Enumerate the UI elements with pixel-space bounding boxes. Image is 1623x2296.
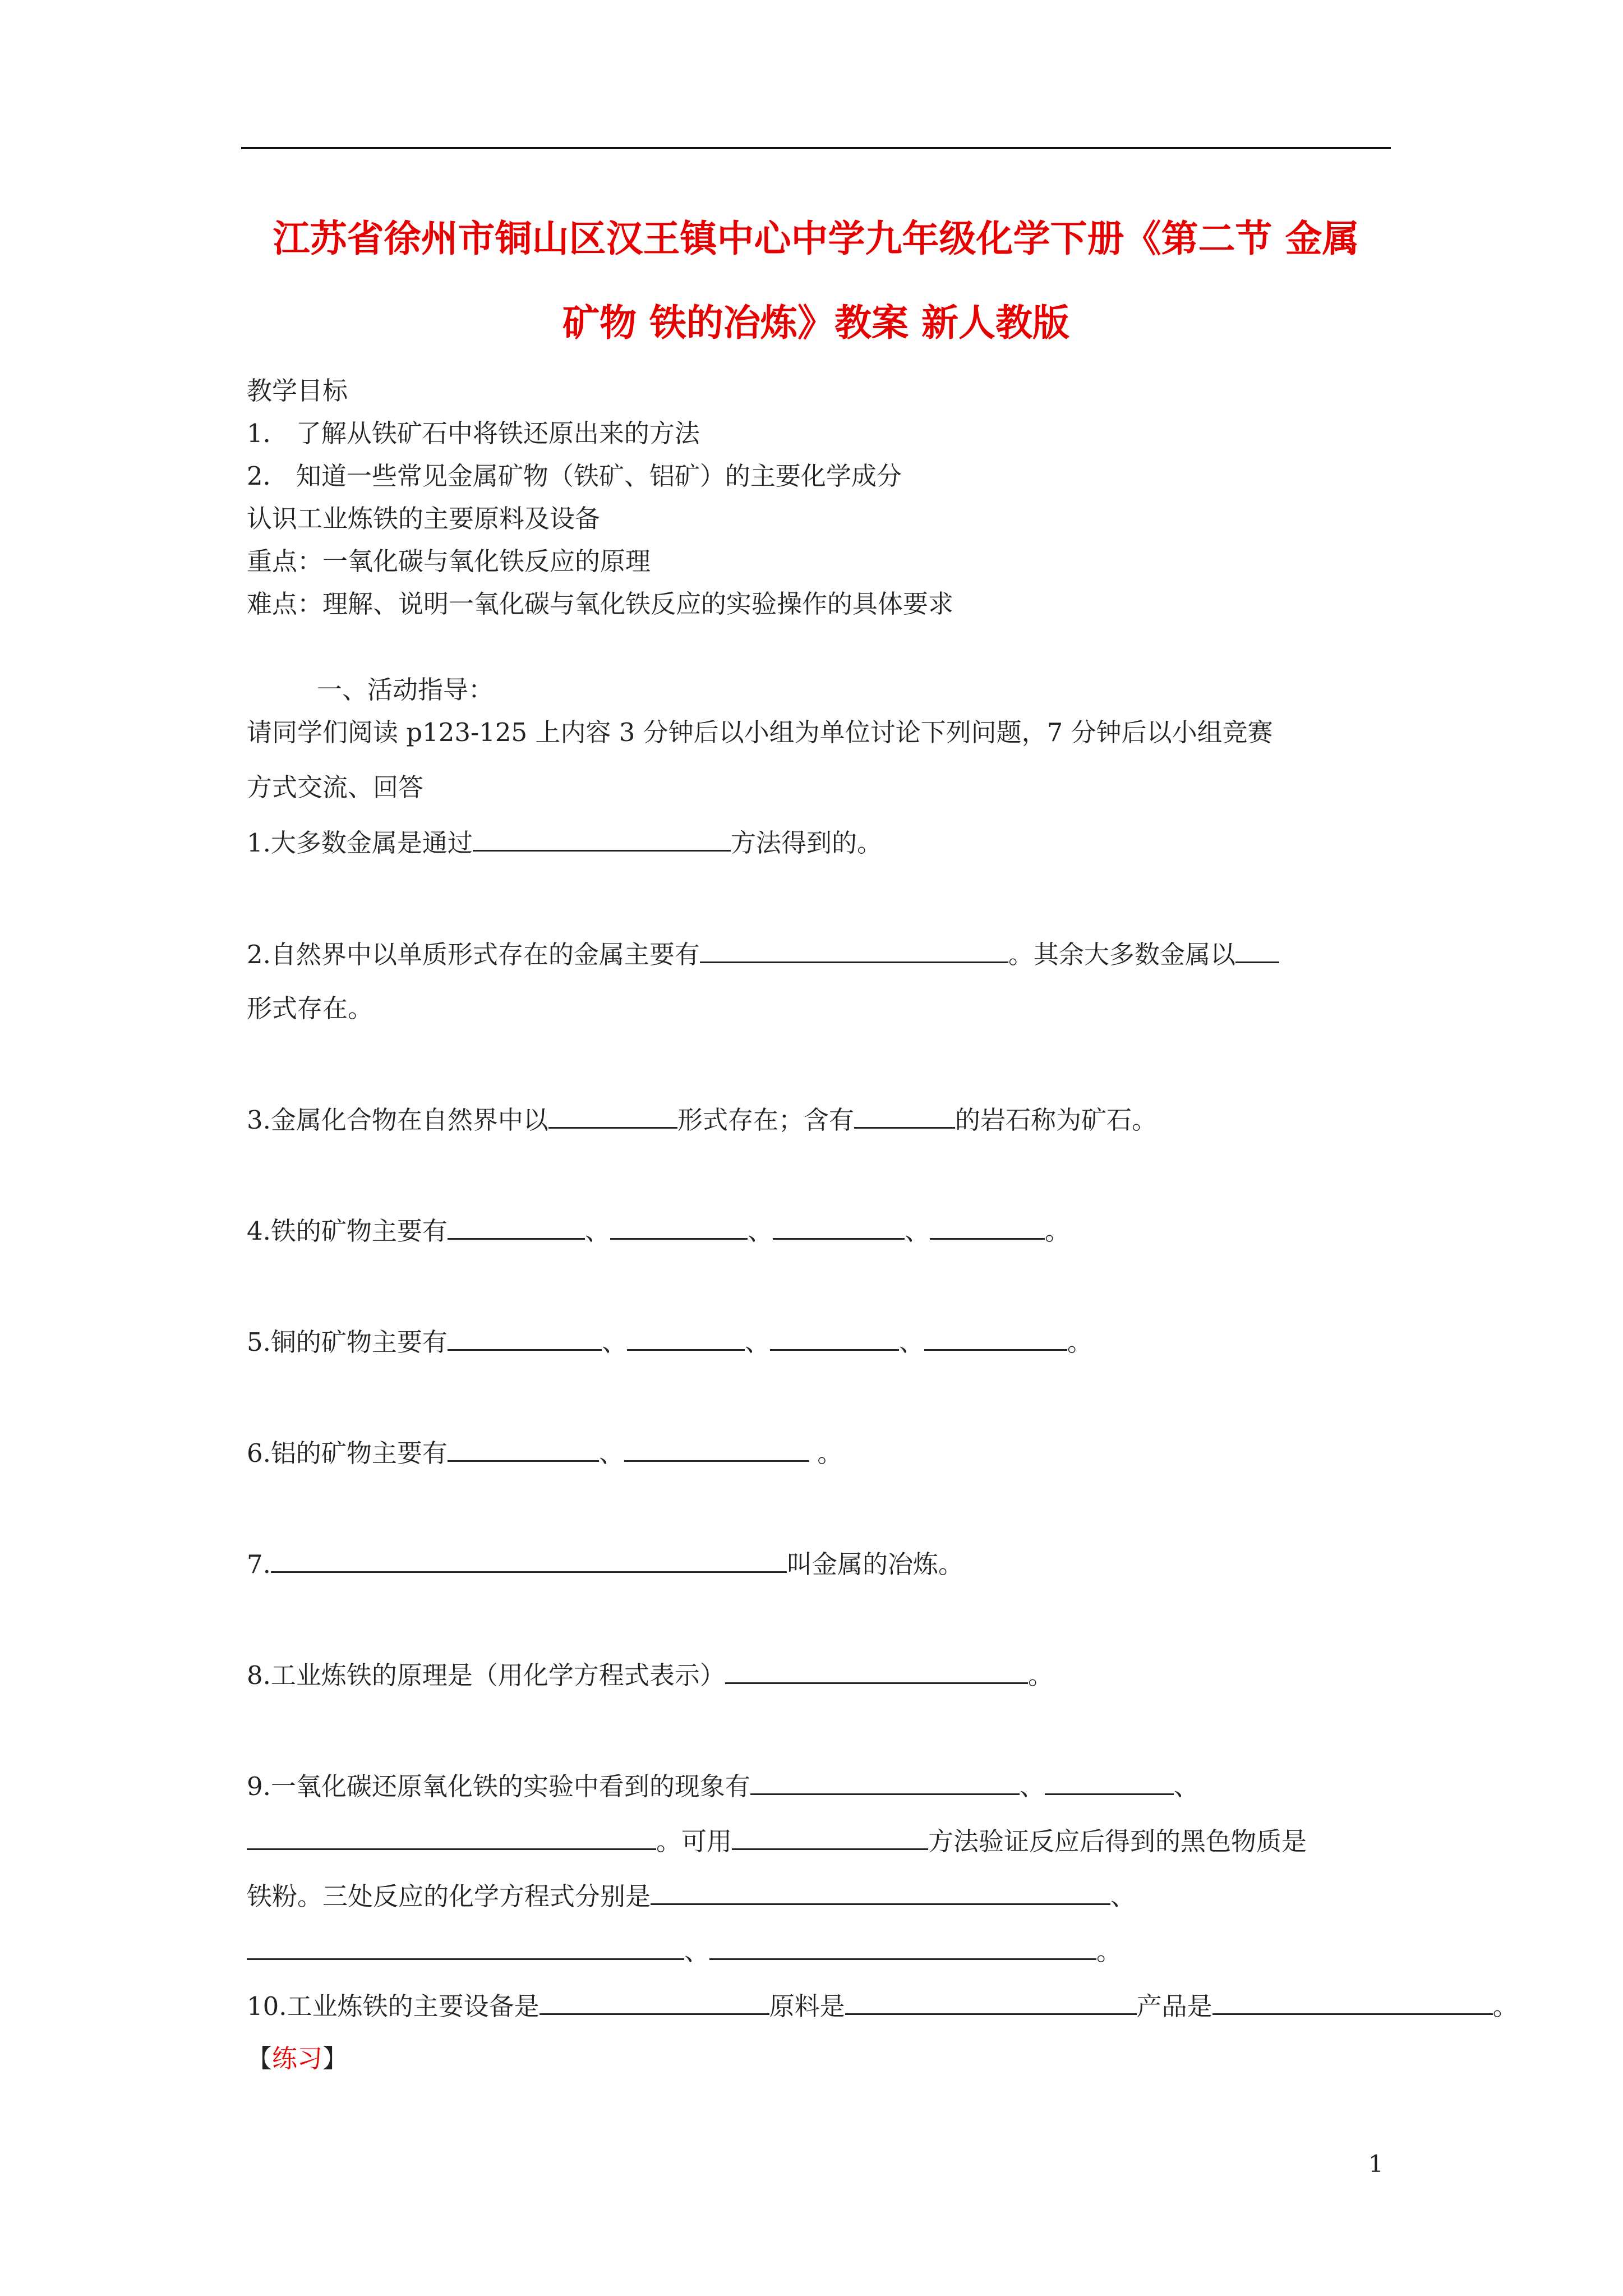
- q9-blank-5[interactable]: [651, 1879, 1110, 1905]
- q7-text-a: 7.: [247, 1549, 271, 1579]
- q10-blank-1[interactable]: [540, 1989, 769, 2015]
- q7-blank[interactable]: [271, 1547, 787, 1573]
- q9-text-b: 。可用: [656, 1826, 732, 1856]
- q3-text-b: 形式存在；含有: [677, 1105, 854, 1135]
- q7-text-b: 叫金属的冶炼。: [786, 1549, 963, 1579]
- q4-text: 4.铁的矿物主要有: [247, 1216, 448, 1246]
- period: 。: [817, 1438, 843, 1468]
- activity-instruction-1: 请同学们阅读 p123-125 上内容 3 分钟后以小组为单位讨论下列问题，7 分钟后以小组竞赛: [247, 717, 1273, 747]
- question-8: [247, 1658, 1053, 1692]
- q4-blank-4[interactable]: [930, 1213, 1045, 1240]
- separator: 、: [684, 1936, 710, 1966]
- period: 。: [1492, 1991, 1518, 2021]
- activity-heading: 一、活动指导：: [317, 675, 494, 705]
- question-1: [247, 825, 882, 860]
- q4-blank-2[interactable]: [610, 1213, 748, 1240]
- q5-blank-3[interactable]: [770, 1324, 899, 1351]
- question-9-line-4: [247, 1934, 1122, 1968]
- q3-text-a: 3.金属化合物在自然界中以: [247, 1105, 548, 1135]
- q4-blank-1[interactable]: [448, 1213, 585, 1240]
- q9-text-a: 9.一氧化碳还原氧化铁的实验中看到的现象有: [247, 1772, 750, 1801]
- q9-blank-1[interactable]: [750, 1769, 1020, 1795]
- difficulty-point: 难点：理解、说明一氧化碳与氧化铁反应的实验操作的具体要求: [247, 589, 954, 619]
- q5-blank-1[interactable]: [448, 1324, 602, 1351]
- objectives-heading: 教学目标: [247, 376, 348, 406]
- q8-text: 8.工业炼铁的原理是（用化学方程式表示）: [247, 1660, 725, 1690]
- q1-text-b: 方法得到的。: [730, 828, 882, 858]
- practice-bracket-close: 】: [322, 2044, 348, 2073]
- key-point: 重点：一氧化碳与氧化铁反应的原理: [247, 546, 651, 576]
- q6-text: 6.铝的矿物主要有: [247, 1438, 448, 1468]
- q4-blank-3[interactable]: [773, 1213, 905, 1240]
- q10-text-b: 原料是: [769, 1991, 845, 2021]
- practice-heading: [247, 2042, 348, 2076]
- q2-blank-1[interactable]: [700, 937, 1008, 963]
- separator: 、: [601, 1327, 627, 1357]
- q9-blank-7[interactable]: [709, 1934, 1096, 1960]
- q9-blank-3[interactable]: [247, 1824, 656, 1850]
- objective-1: 1． 了解从铁矿石中将铁还原出来的方法: [247, 418, 700, 448]
- period: 。: [1096, 1936, 1122, 1966]
- separator: 、: [744, 1327, 770, 1357]
- q9-text-d: 铁粉。三处反应的化学方程式分别是: [247, 1881, 651, 1911]
- period: 。: [1027, 1660, 1053, 1690]
- question-9-line-3: [247, 1879, 1136, 1913]
- q10-text-a: 10.工业炼铁的主要设备是: [247, 1991, 540, 2021]
- separator: 、: [898, 1327, 924, 1357]
- question-6: [247, 1435, 842, 1470]
- q10-blank-2[interactable]: [845, 1989, 1137, 2015]
- question-2: [247, 937, 1279, 972]
- q1-blank[interactable]: [473, 825, 731, 852]
- q2-text-b: 。其余大多数金属以: [1008, 940, 1235, 969]
- question-7: [247, 1547, 963, 1581]
- q5-blank-4[interactable]: [924, 1324, 1067, 1351]
- document-title-line-2: 矿物 铁的冶炼》教案 新人教版: [562, 301, 1069, 344]
- question-4: [247, 1213, 1070, 1248]
- question-10: [247, 1989, 1518, 2023]
- q3-blank-1[interactable]: [548, 1102, 677, 1129]
- objective-2: 2． 知道一些常见金属矿物（铁矿、铝矿）的主要化学成分: [247, 461, 902, 491]
- q9-blank-4[interactable]: [732, 1824, 928, 1850]
- q1-text-a: 1.大多数金属是通过: [247, 828, 473, 858]
- q9-blank-6[interactable]: [247, 1934, 684, 1960]
- q3-text-c: 的岩石称为矿石。: [955, 1105, 1157, 1135]
- q5-text: 5.铜的矿物主要有: [247, 1327, 448, 1357]
- q3-blank-2[interactable]: [854, 1102, 955, 1129]
- q2-text-a: 2.自然界中以单质形式存在的金属主要有: [247, 940, 700, 969]
- separator: 、: [584, 1216, 610, 1246]
- practice-bracket-open: 【: [247, 2044, 273, 2073]
- activity-instruction-2: 方式交流、回答: [247, 772, 424, 802]
- q6-blank-2[interactable]: [624, 1435, 809, 1462]
- question-2-cont: 形式存在。: [247, 993, 374, 1023]
- q9-blank-2[interactable]: [1045, 1769, 1174, 1795]
- separator: 、: [747, 1216, 773, 1246]
- separator: 、: [598, 1438, 624, 1468]
- question-5: [247, 1324, 1092, 1359]
- objective-3: 认识工业炼铁的主要原料及设备: [247, 504, 601, 533]
- q5-blank-2[interactable]: [627, 1324, 745, 1351]
- q8-blank[interactable]: [725, 1658, 1028, 1684]
- q2-blank-2[interactable]: [1235, 937, 1279, 963]
- question-9-line-2: [247, 1824, 1307, 1858]
- q9-text-c: 方法验证反应后得到的黑色物质是: [928, 1826, 1307, 1856]
- separator: 、: [1110, 1881, 1136, 1911]
- period: 。: [1067, 1327, 1092, 1357]
- question-9: [247, 1769, 1199, 1803]
- q10-text-c: 产品是: [1136, 1991, 1212, 2021]
- header-rule: [241, 147, 1391, 149]
- page-number: 1: [1368, 2150, 1384, 2178]
- separator: 、: [904, 1216, 930, 1246]
- q10-blank-3[interactable]: [1212, 1989, 1493, 2015]
- q6-blank-1[interactable]: [448, 1435, 599, 1462]
- period: 。: [1044, 1216, 1070, 1246]
- document-title-line-1: 江苏省徐州市铜山区汉王镇中心中学九年级化学下册《第二节 金属: [273, 217, 1359, 260]
- separator: 、: [1173, 1772, 1199, 1801]
- question-3: [247, 1102, 1157, 1137]
- practice-label: 练习: [272, 2044, 323, 2073]
- separator: 、: [1019, 1772, 1045, 1801]
